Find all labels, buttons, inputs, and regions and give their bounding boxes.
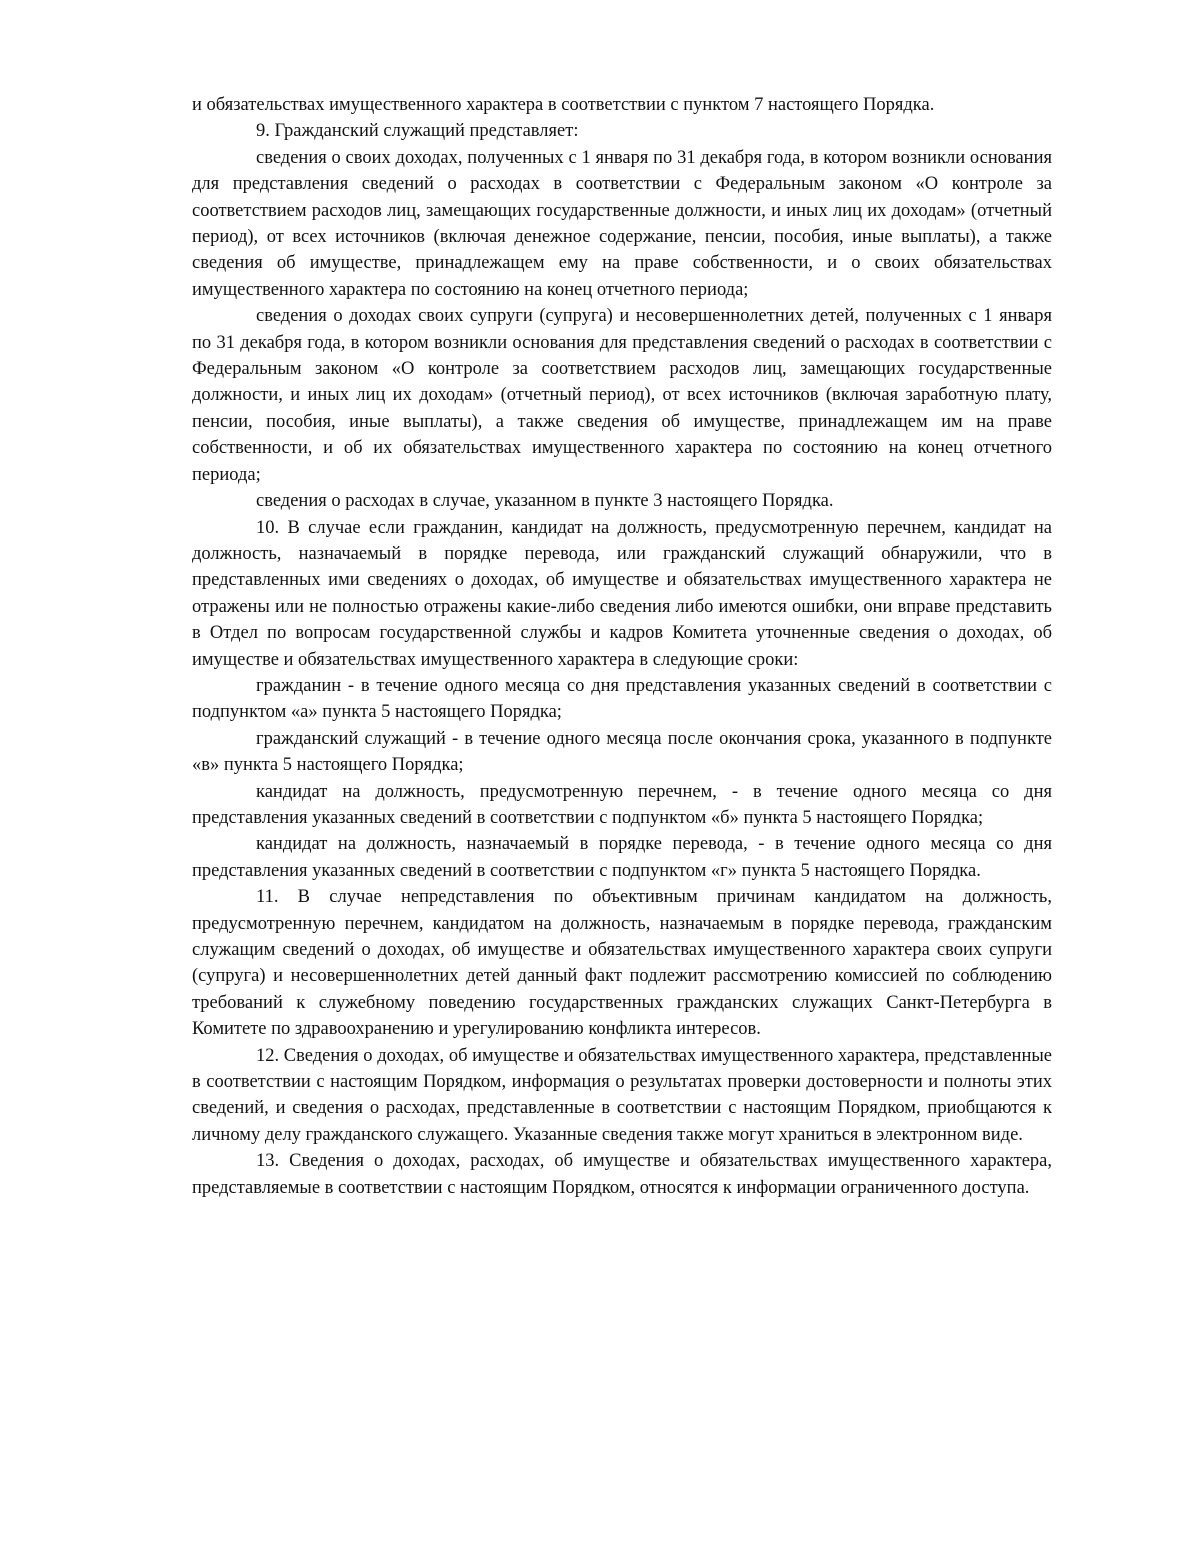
paragraph-9-item-own-income: сведения о своих доходах, полученных с 1 января по 31 декабря года, в котором возникли основания для представления сведений о расходах в соответствии с Федеральным законом «О контроле за соответствием расходов лиц, замещающих государственные должности, и иных лиц их доходам» (отчетный период), от всех источников (включая денежное содержание, пенсии, пособия, иные выплаты), а также сведения об имуществе, принадлежащем ему на праве собственности, и о своих обязательствах имущественного характера по состоянию на конец отчетного периода; — [192, 147, 1052, 300]
paragraph-13: 13. Сведения о доходах, расходах, об имуществе и обязательствах имущественного характера, представляемые в соответствии с настоящим Порядком, относятся к информации ограниченного доступа. — [192, 1151, 1052, 1198]
paragraph-9-heading: 9. Гражданский служащий представляет: — [256, 121, 579, 142]
paragraph-9-item-family-income: сведения о доходах своих супруги (супруга) и несовершеннолетних детей, полученных с 1 января по 31 декабря года, в котором возникли основания для представления сведений о расходах в соответствии с Федеральным законом «О контроле за соответствием расходов лиц, замещающих государственные должности, и иных лиц их доходам» (отчетный период), от всех источников (включая заработную плату, пенсии, пособия, иные выплаты), а также сведения об имуществе, принадлежащем им на праве собственности, и об их обязательствах имущественного характера по состоянию на конец отчетного периода; — [192, 306, 1052, 485]
document-body — [192, 92, 1052, 1201]
paragraph-10-item-civil-servant: гражданский служащий - в течение одного месяца после окончания срока, указанного в подпункте «в» пункта 5 настоящего Порядка; — [192, 728, 1052, 776]
paragraph-10-item-citizen: гражданин - в течение одного месяца со дня представления указанных сведений в соответствии с подпунктом «а» пункта 5 настоящего Порядка; — [192, 675, 1052, 723]
paragraph-10-item-candidate-list: кандидат на должность, предусмотренную перечнем, - в течение одного месяца со дня представления указанных сведений в соответствии с подпунктом «б» пункта 5 настоящего Порядка; — [192, 781, 1052, 828]
paragraph-10-item-candidate-transfer: кандидат на должность, назначаемый в порядке перевода, - в течение одного месяца со дня представления указанных сведений в соответствии с подпунктом «г» пункта 5 настоящего Порядка. — [192, 834, 1052, 881]
paragraph-9-item-expenses: сведения о расходах в случае, указанном в пункте 3 настоящего Порядка. — [256, 491, 834, 512]
paragraph-11: 11. В случае непредставления по объективным причинам кандидатом на должность, предусмотренную перечнем, кандидатом на должность, назначаемым в порядке перевода, гражданским служащим сведений о доходах, об имуществе и обязательствах имущественного характера своих супруги (супруга) и несовершеннолетних детей данный факт подлежит рассмотрению комиссией по соблюдению требований к служебному поведению государственных гражданских служащих Санкт-Петербурга в Комитете по здравоохранению и урегулированию конфликта интересов. — [192, 887, 1052, 1040]
paragraph-12: 12. Сведения о доходах, об имуществе и обязательствах имущественного характера, представленные в соответствии с настоящим Порядком, информация о результатах проверки достоверности и полноты этих сведений, и сведения о расходах, представленные в соответствии с настоящим Порядком, приобщаются к личному делу гражданского служащего. Указанные сведения также могут храниться в электронном виде. — [192, 1045, 1052, 1145]
paragraph-10: 10. В случае если гражданин, кандидат на должность, предусмотренную перечнем, кандидат на должность, назначаемый в порядке перевода, или гражданский служащий обнаружили, что в представленных ими сведениях о доходах, об имуществе и обязательствах имущественного характера не отражены или не полностью отражены какие-либо сведения либо имеются ошибки, они вправе представить в Отдел по вопросам государственной службы и кадров Комитета уточненные сведения о доходах, об имуществе и обязательствах имущественного характера в следующие сроки: — [192, 517, 1052, 670]
paragraph-continuation: и обязательствах имущественного характера в соответствии с пунктом 7 настоящего Порядка. — [192, 95, 935, 115]
